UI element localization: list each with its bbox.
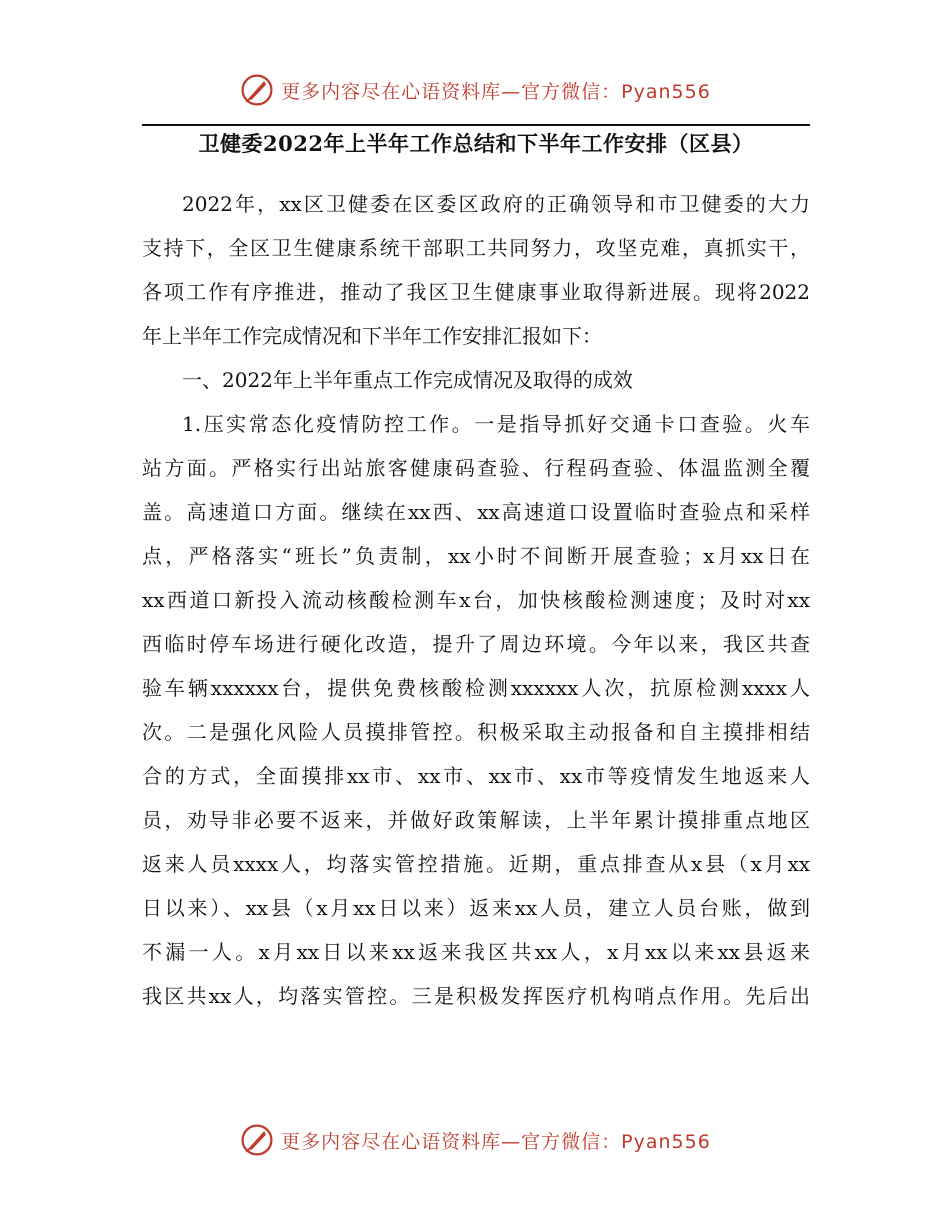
quill-logo-icon [239, 1122, 275, 1158]
body-line: 站方面。严格实行出站旅客健康码查验、行程码查验、体温监测全覆 [142, 456, 810, 480]
quill-logo-icon [239, 72, 275, 108]
section-heading: 一、2022年上半年重点工作完成情况及取得的成效 [182, 368, 633, 392]
body-line: 点，严格落实“班长”负责制，xx小时不间断开展查验；x月xx日在 [142, 544, 810, 568]
body-line: 年上半年工作完成情况和下半年工作安排汇报如下： [142, 324, 602, 348]
watermark-banner-top [0, 70, 950, 110]
document-body [142, 182, 810, 1018]
body-line: 各项工作有序推进，推动了我区卫生健康事业取得新进展。现将2022 [142, 280, 810, 304]
body-line: xx西道口新投入流动核酸检测车x台，加快核酸检测速度；及时对xx [142, 588, 810, 612]
body-line: 日以来）、xx县（x月xx日以来）返来xx人员，建立人员台账，做到 [142, 896, 810, 920]
watermark-text: 更多内容尽在心语资料库—官方微信：Pyan556 [281, 1130, 711, 1153]
body-line: 2022年，xx区卫健委在区委区政府的正确领导和市卫健委的大力 [182, 192, 810, 216]
body-line: 返来人员xxxx人，均落实管控措施。近期，重点排查从x县（x月xx [142, 852, 810, 876]
body-line: 我区共xx人，均落实管控。三是积极发挥医疗机构哨点作用。先后出 [142, 984, 810, 1008]
document-title: 卫健委2022年上半年工作总结和下半年工作安排（区县） [198, 131, 754, 156]
body-line: 合的方式，全面摸排xx市、xx市、xx市、xx市等疫情发生地返来人 [142, 764, 810, 788]
body-line: 盖。高速道口方面。继续在xx西、xx高速道口设置临时查验点和采样 [142, 500, 810, 524]
body-line: 次。二是强化风险人员摸排管控。积极采取主动报备和自主摸排相结 [142, 720, 810, 744]
body-line: 员，劝导非必要不返来，并做好政策解读，上半年累计摸排重点地区 [142, 808, 810, 832]
body-line: 支持下，全区卫生健康系统干部职工共同努力，攻坚克难，真抓实干， [142, 236, 810, 260]
watermark-text: 更多内容尽在心语资料库—官方微信：Pyan556 [281, 80, 711, 103]
watermark-banner-bottom [0, 1120, 950, 1160]
body-line: 不漏一人。x月xx日以来xx返来我区共xx人，x月xx以来xx县返来 [142, 940, 810, 964]
title-rule [142, 124, 810, 126]
body-line: 验车辆xxxxxx台，提供免费核酸检测xxxxxx人次，抗原检测xxxx人 [142, 676, 810, 700]
body-line: 1.压实常态化疫情防控工作。一是指导抓好交通卡口查验。火车 [182, 412, 810, 436]
body-line: 西临时停车场进行硬化改造，提升了周边环境。今年以来，我区共查 [142, 632, 810, 656]
